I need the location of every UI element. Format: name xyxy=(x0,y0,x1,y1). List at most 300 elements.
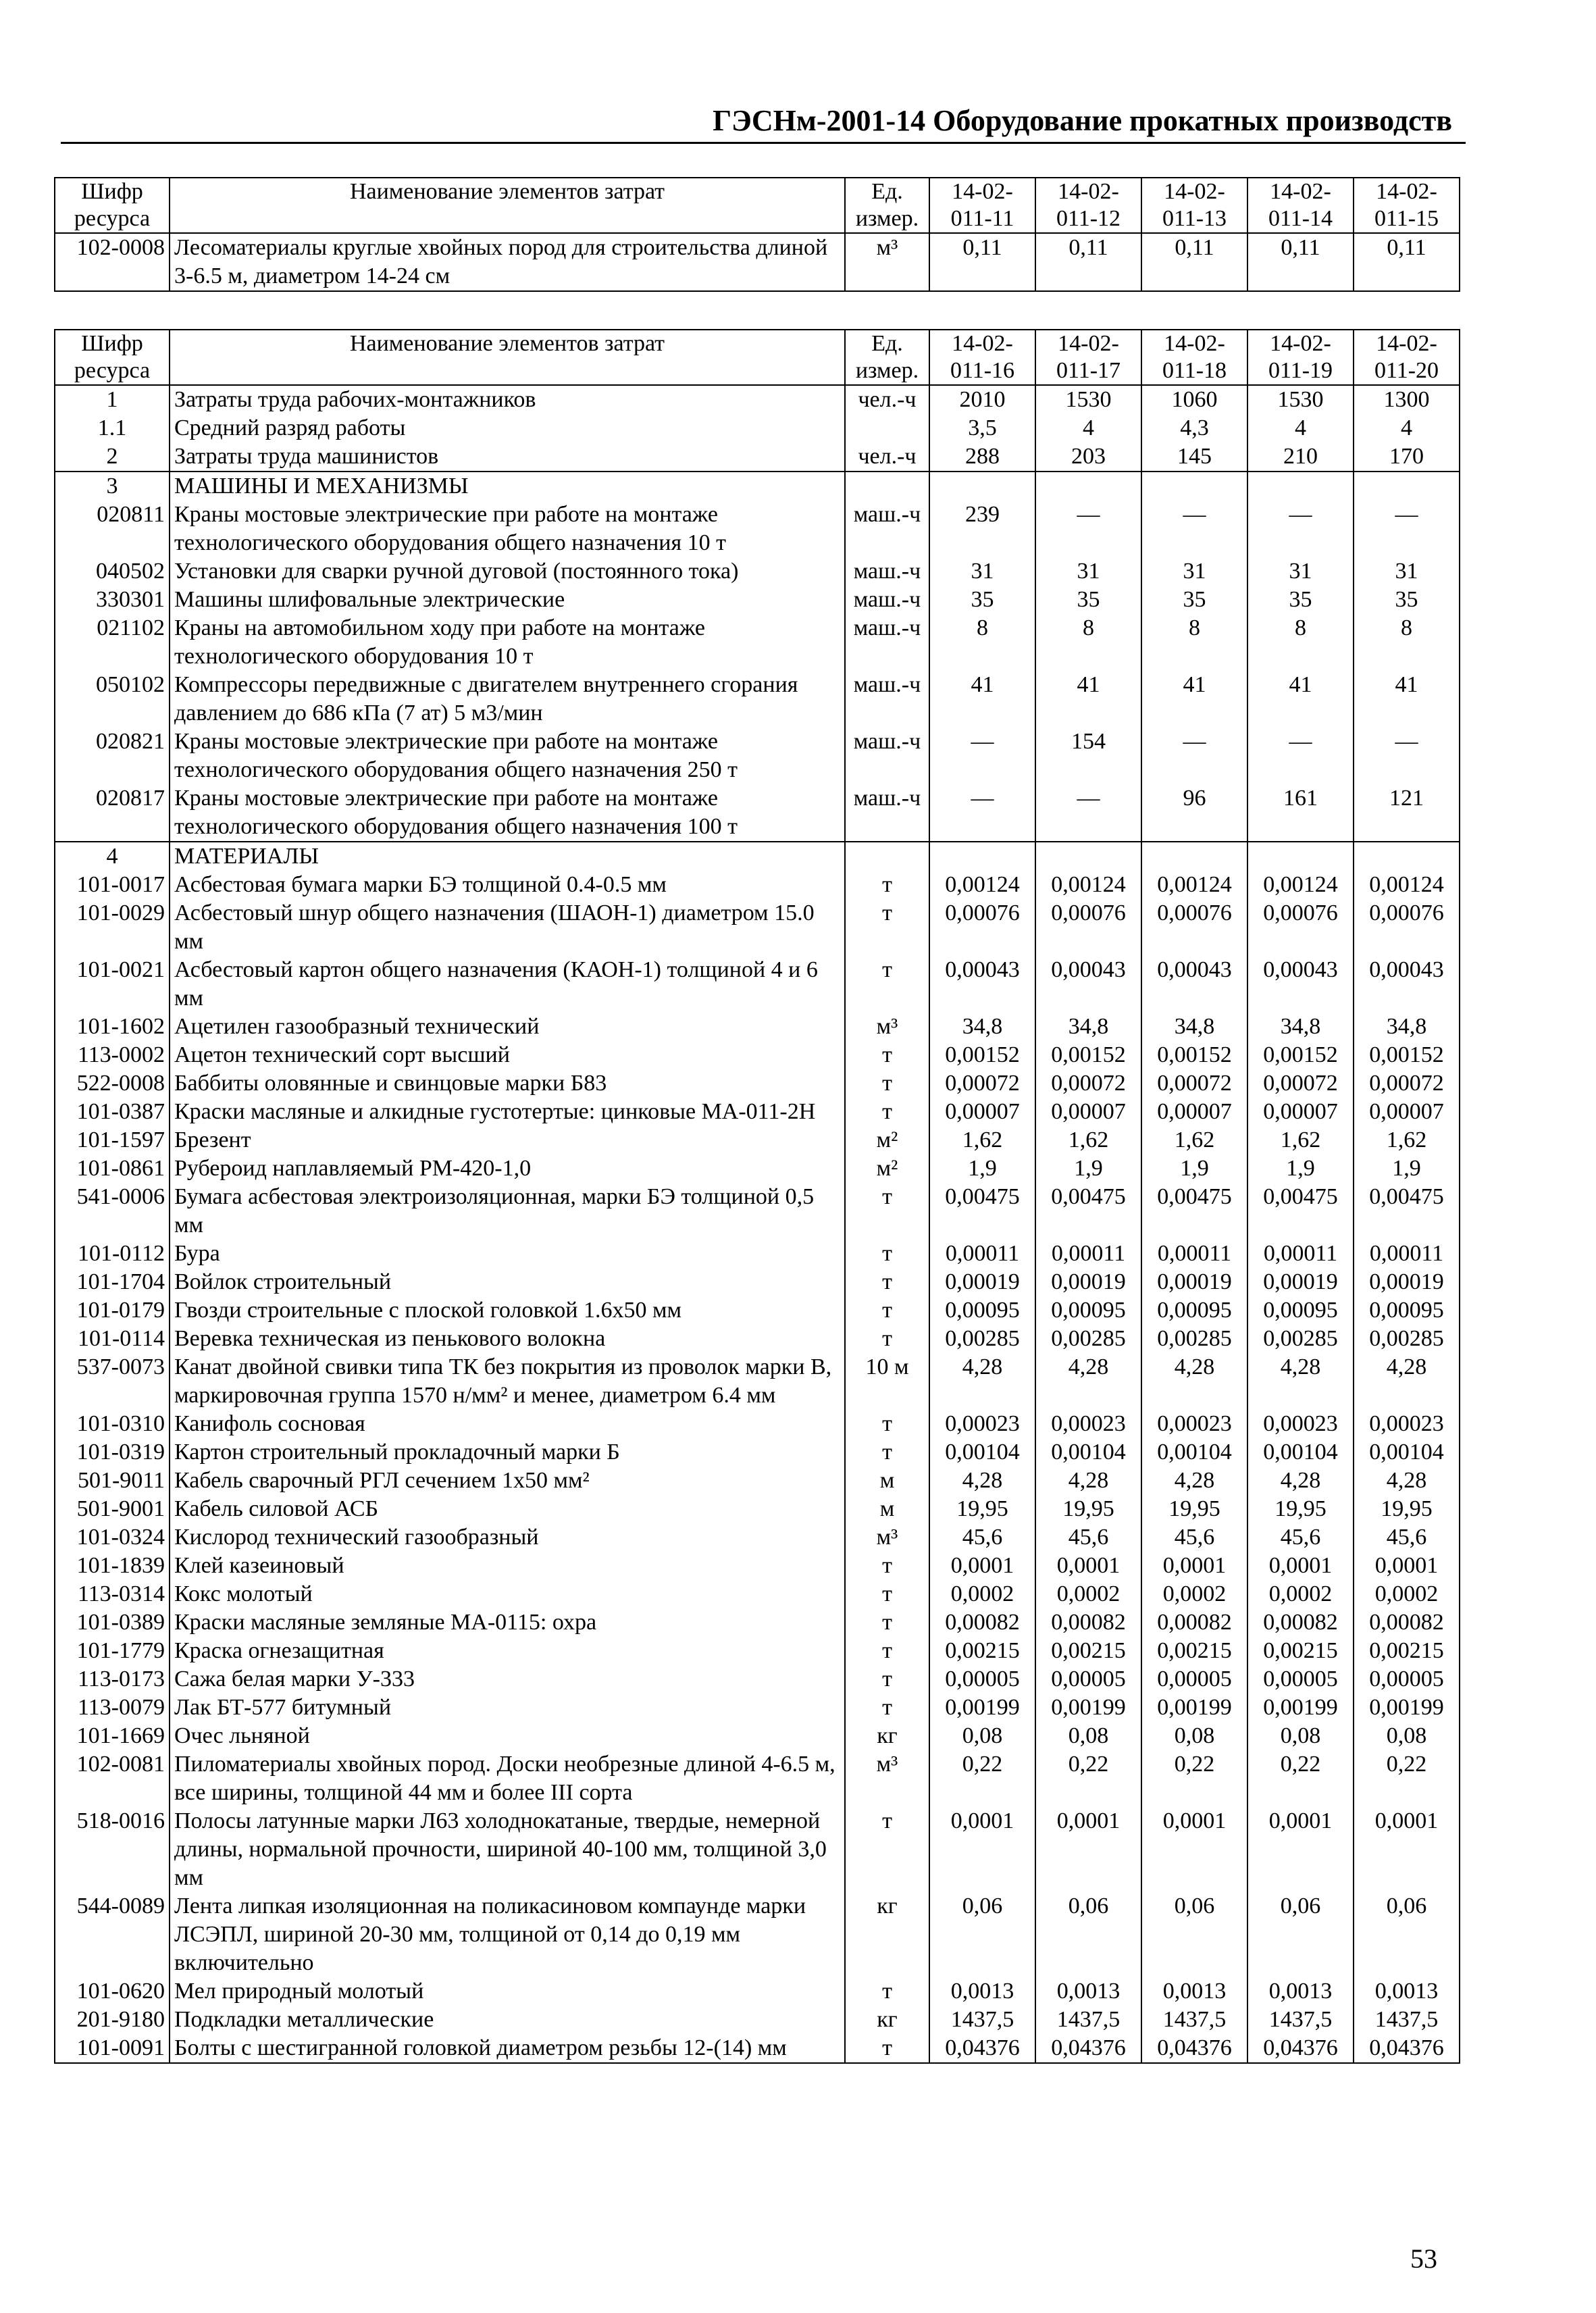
value-cell xyxy=(1035,472,1141,501)
value-cell: 2010 xyxy=(929,385,1035,414)
value-cell: 45,6 xyxy=(1354,1523,1460,1552)
header-name: Наименование элементов затрат xyxy=(170,178,845,233)
value-cell: 121 xyxy=(1354,784,1460,842)
value-cell: 0,00007 xyxy=(1035,1098,1141,1126)
value-cell: — xyxy=(1035,501,1141,557)
unit-cell: чел.-ч xyxy=(845,385,929,414)
value-cell: 0,00023 xyxy=(1247,1410,1354,1438)
value-cell: — xyxy=(1247,501,1354,557)
unit-cell xyxy=(845,472,929,501)
value-cell: 1300 xyxy=(1354,385,1460,414)
value-cell: 0,00007 xyxy=(929,1098,1035,1126)
resource-name: Канат двойной свивки типа ТК без покрытия из проволок марки В, маркировочная группа 1570 н/мм² и менее, диаметром 6.4 мм xyxy=(170,1353,845,1410)
table-row xyxy=(55,1665,1460,1694)
unit-cell: м xyxy=(845,1495,929,1523)
value-cell: 0,00095 xyxy=(1247,1296,1354,1325)
unit-cell: т xyxy=(845,871,929,899)
value-cell: 0,00019 xyxy=(1035,1268,1141,1296)
resource-code: 501-9011 xyxy=(55,1467,170,1495)
resource-code: 113-0079 xyxy=(55,1694,170,1722)
value-cell xyxy=(1035,842,1141,871)
resource-code: 020811 xyxy=(55,501,170,557)
value-cell: — xyxy=(1354,501,1460,557)
header-column: 14-02-011-17 xyxy=(1035,330,1141,385)
unit-cell: т xyxy=(845,956,929,1013)
value-cell: 0,00082 xyxy=(929,1608,1035,1637)
resource-table-1 xyxy=(54,177,1460,292)
value-cell: 0,00007 xyxy=(1141,1098,1247,1126)
value-cell: 0,00076 xyxy=(1035,899,1141,956)
value-cell: 45,6 xyxy=(1141,1523,1247,1552)
value-cell: 34,8 xyxy=(929,1013,1035,1041)
value-cell: 8 xyxy=(1141,614,1247,671)
value-cell: 4 xyxy=(1354,414,1460,442)
value-cell: 0,0001 xyxy=(1354,1807,1460,1892)
value-cell: 41 xyxy=(1354,671,1460,728)
value-cell: 0,0013 xyxy=(1247,1977,1354,2006)
value-cell: 4,28 xyxy=(1247,1353,1354,1410)
table-row xyxy=(55,2034,1460,2063)
value-cell: 161 xyxy=(1247,784,1354,842)
table-row xyxy=(55,899,1460,956)
resource-name: Машины шлифовальные электрические xyxy=(170,586,845,614)
resource-code: 102-0008 xyxy=(55,233,170,291)
resource-code: 020821 xyxy=(55,728,170,784)
unit-cell: т xyxy=(845,1098,929,1126)
resource-code: 101-0310 xyxy=(55,1410,170,1438)
value-cell: 0,00005 xyxy=(1141,1665,1247,1694)
unit-cell: маш.-ч xyxy=(845,501,929,557)
table-row xyxy=(55,1608,1460,1637)
value-cell: 0,08 xyxy=(929,1722,1035,1750)
unit-cell: м² xyxy=(845,1126,929,1154)
value-cell: — xyxy=(929,784,1035,842)
value-cell: 1060 xyxy=(1141,385,1247,414)
table-row xyxy=(55,1041,1460,1069)
header-column: 14-02-011-19 xyxy=(1247,330,1354,385)
table-row xyxy=(55,1977,1460,2006)
value-cell: 0,00095 xyxy=(1141,1296,1247,1325)
value-cell: 31 xyxy=(1141,557,1247,586)
value-cell: 1,62 xyxy=(1141,1126,1247,1154)
resource-name: Средний разряд работы xyxy=(170,414,845,442)
value-cell: 19,95 xyxy=(1247,1495,1354,1523)
value-cell: 0,00082 xyxy=(1141,1608,1247,1637)
resource-name: Мел природный молотый xyxy=(170,1977,845,2006)
value-cell xyxy=(929,842,1035,871)
value-cell: 0,00104 xyxy=(1247,1438,1354,1467)
resource-code: 101-0029 xyxy=(55,899,170,956)
value-cell: 35 xyxy=(1354,586,1460,614)
value-cell: 0,00072 xyxy=(1354,1069,1460,1098)
table-row xyxy=(55,1296,1460,1325)
value-cell: 0,00019 xyxy=(1354,1268,1460,1296)
resource-code: 101-0017 xyxy=(55,871,170,899)
resource-code: 3 xyxy=(55,472,170,501)
resource-name: Рубероид наплавляемый РМ-420-1,0 xyxy=(170,1154,845,1183)
header-name: Наименование элементов затрат xyxy=(170,330,845,385)
resource-code: 101-0324 xyxy=(55,1523,170,1552)
section-title: МАТЕРИАЛЫ xyxy=(170,842,845,871)
resource-code: 201-9180 xyxy=(55,2006,170,2034)
value-cell: 0,00475 xyxy=(1354,1183,1460,1240)
header-unit: Ед. измер. xyxy=(845,178,929,233)
value-cell xyxy=(929,472,1035,501)
unit-cell: т xyxy=(845,1268,929,1296)
resource-name: Кокс молотый xyxy=(170,1580,845,1608)
value-cell: 145 xyxy=(1141,442,1247,472)
resource-code: 501-9001 xyxy=(55,1495,170,1523)
value-cell: 0,00076 xyxy=(1247,899,1354,956)
value-cell: — xyxy=(1141,728,1247,784)
value-cell: 0,22 xyxy=(1141,1750,1247,1807)
value-cell: 0,11 xyxy=(1141,233,1247,291)
value-cell: 1437,5 xyxy=(1354,2006,1460,2034)
value-cell: 0,00023 xyxy=(1354,1410,1460,1438)
unit-cell: маш.-ч xyxy=(845,557,929,586)
value-cell: 1,9 xyxy=(1354,1154,1460,1183)
value-cell: 0,0001 xyxy=(1035,1807,1141,1892)
value-cell: 0,00124 xyxy=(1035,871,1141,899)
value-cell: 0,08 xyxy=(1354,1722,1460,1750)
value-cell: 1437,5 xyxy=(929,2006,1035,2034)
value-cell: 0,06 xyxy=(1354,1892,1460,1977)
unit-cell: т xyxy=(845,1608,929,1637)
value-cell: 0,00019 xyxy=(1247,1268,1354,1296)
value-cell: 4,28 xyxy=(929,1353,1035,1410)
unit-cell: т xyxy=(845,1977,929,2006)
value-cell: 0,00475 xyxy=(1247,1183,1354,1240)
header-column: 14-02-011-18 xyxy=(1141,330,1247,385)
value-cell: 0,00043 xyxy=(929,956,1035,1013)
value-cell xyxy=(1247,472,1354,501)
unit-cell: м xyxy=(845,1467,929,1495)
resource-code: 101-0021 xyxy=(55,956,170,1013)
value-cell: 0,00023 xyxy=(1141,1410,1247,1438)
table-row xyxy=(55,414,1460,442)
value-cell: 0,04376 xyxy=(1354,2034,1460,2063)
resource-name: Пиломатериалы хвойных пород. Доски необрезные длиной 4-6.5 м, все ширины, толщиной 44 мм и более III сорта xyxy=(170,1750,845,1807)
table-row xyxy=(55,1013,1460,1041)
unit-cell: маш.-ч xyxy=(845,784,929,842)
value-cell: 4 xyxy=(1247,414,1354,442)
unit-cell: кг xyxy=(845,2006,929,2034)
value-cell: 0,0001 xyxy=(1354,1552,1460,1580)
header-code: Шифр ресурса xyxy=(55,330,170,385)
resource-code: 113-0173 xyxy=(55,1665,170,1694)
section-row xyxy=(55,842,1460,871)
resource-name: Полосы латунные марки Л63 холоднокатаные, твердые, немерной длины, нормальной прочности, шириной 40-100 мм, толщиной 3,0 мм xyxy=(170,1807,845,1892)
table-row xyxy=(55,442,1460,472)
value-cell: 0,00124 xyxy=(1247,871,1354,899)
value-cell: 4,28 xyxy=(1141,1467,1247,1495)
resource-code: 113-0314 xyxy=(55,1580,170,1608)
value-cell: 0,00082 xyxy=(1035,1608,1141,1637)
value-cell: 0,0001 xyxy=(1141,1552,1247,1580)
resource-code: 113-0002 xyxy=(55,1041,170,1069)
value-cell: 4,28 xyxy=(1035,1467,1141,1495)
value-cell: 0,00011 xyxy=(929,1240,1035,1268)
table-row xyxy=(55,1438,1460,1467)
value-cell: 0,00104 xyxy=(1141,1438,1247,1467)
unit-cell: м² xyxy=(845,1154,929,1183)
unit-cell: т xyxy=(845,2034,929,2063)
value-cell: 34,8 xyxy=(1354,1013,1460,1041)
resource-code: 101-0179 xyxy=(55,1296,170,1325)
value-cell: 45,6 xyxy=(1035,1523,1141,1552)
value-cell: 239 xyxy=(929,501,1035,557)
resource-name: Бура xyxy=(170,1240,845,1268)
section-row xyxy=(55,472,1460,501)
value-cell: — xyxy=(1141,501,1247,557)
resource-name: Лесоматериалы круглые хвойных пород для строительства длиной 3-6.5 м, диаметром 14-24 см xyxy=(170,233,845,291)
unit-cell: м³ xyxy=(845,1750,929,1807)
unit-cell: т xyxy=(845,1438,929,1467)
resource-name: Болты с шестигранной головкой диаметром резьбы 12-(14) мм xyxy=(170,2034,845,2063)
resource-name: Веревка техническая из пенькового волокна xyxy=(170,1325,845,1353)
unit-cell: маш.-ч xyxy=(845,614,929,671)
value-cell: 0,00007 xyxy=(1247,1098,1354,1126)
value-cell: 41 xyxy=(929,671,1035,728)
header-code: Шифр ресурса xyxy=(55,178,170,233)
value-cell: 0,04376 xyxy=(1035,2034,1141,2063)
value-cell: 0,00005 xyxy=(1035,1665,1141,1694)
resource-code: 101-0389 xyxy=(55,1608,170,1637)
resource-name: Очес льняной xyxy=(170,1722,845,1750)
value-cell: 0,00043 xyxy=(1035,956,1141,1013)
value-cell: 41 xyxy=(1247,671,1354,728)
value-cell: 0,08 xyxy=(1035,1722,1141,1750)
value-cell: — xyxy=(1247,728,1354,784)
resource-table-2 xyxy=(54,329,1460,2064)
value-cell: 45,6 xyxy=(929,1523,1035,1552)
value-cell: 0,00011 xyxy=(1247,1240,1354,1268)
unit-cell: т xyxy=(845,1807,929,1892)
unit-cell: маш.-ч xyxy=(845,586,929,614)
value-cell: 0,00215 xyxy=(1354,1637,1460,1665)
resource-code: 101-0112 xyxy=(55,1240,170,1268)
resource-code: 518-0016 xyxy=(55,1807,170,1892)
value-cell xyxy=(1141,472,1247,501)
resource-code: 541-0006 xyxy=(55,1183,170,1240)
value-cell: 0,11 xyxy=(929,233,1035,291)
value-cell: 34,8 xyxy=(1247,1013,1354,1041)
resource-name: Краны мостовые электрические при работе на монтаже технологического оборудования общего назначения 10 т xyxy=(170,501,845,557)
value-cell xyxy=(1354,472,1460,501)
value-cell: 0,0013 xyxy=(1141,1977,1247,2006)
resource-name: Ацетилен газообразный технический xyxy=(170,1013,845,1041)
resource-name: Бумага асбестовая электроизоляционная, марки БЭ толщиной 0,5 мм xyxy=(170,1183,845,1240)
value-cell: 1437,5 xyxy=(1141,2006,1247,2034)
value-cell: 0,00152 xyxy=(929,1041,1035,1069)
value-cell: 0,0002 xyxy=(1141,1580,1247,1608)
value-cell: 4,28 xyxy=(1247,1467,1354,1495)
value-cell: 1,62 xyxy=(1035,1126,1141,1154)
table-row xyxy=(55,1126,1460,1154)
table-row xyxy=(55,1325,1460,1353)
value-cell: 0,00072 xyxy=(929,1069,1035,1098)
unit-cell: т xyxy=(845,1410,929,1438)
table-row xyxy=(55,1807,1460,1892)
value-cell: 0,00285 xyxy=(1247,1325,1354,1353)
value-cell: 0,11 xyxy=(1354,233,1460,291)
value-cell: 0,06 xyxy=(1141,1892,1247,1977)
table-row xyxy=(55,501,1460,557)
table-row xyxy=(55,1154,1460,1183)
resource-code: 040502 xyxy=(55,557,170,586)
unit-cell: м³ xyxy=(845,233,929,291)
value-cell: 0,00199 xyxy=(1247,1694,1354,1722)
value-cell: 0,00007 xyxy=(1354,1098,1460,1126)
resource-name: Картон строительный прокладочный марки Б xyxy=(170,1438,845,1467)
unit-cell: т xyxy=(845,1183,929,1240)
value-cell: 0,22 xyxy=(929,1750,1035,1807)
value-cell: 0,00104 xyxy=(1354,1438,1460,1467)
resource-code: 101-0091 xyxy=(55,2034,170,2063)
header-column: 14-02-011-16 xyxy=(929,330,1035,385)
resource-name: Компрессоры передвижные с двигателем внутреннего сгорания давлением до 686 кПа (7 ат) 5 м3/мин xyxy=(170,671,845,728)
value-cell: 0,06 xyxy=(1247,1892,1354,1977)
table-row xyxy=(55,233,1460,291)
value-cell: 210 xyxy=(1247,442,1354,472)
value-cell: 35 xyxy=(1247,586,1354,614)
value-cell: 0,22 xyxy=(1035,1750,1141,1807)
resource-name: Сажа белая марки У-333 xyxy=(170,1665,845,1694)
value-cell: 288 xyxy=(929,442,1035,472)
value-cell: 0,06 xyxy=(929,1892,1035,1977)
value-cell: 0,22 xyxy=(1354,1750,1460,1807)
value-cell: 0,11 xyxy=(1247,233,1354,291)
value-cell: 0,00076 xyxy=(1141,899,1247,956)
value-cell: 0,0001 xyxy=(1035,1552,1141,1580)
value-cell: 1530 xyxy=(1247,385,1354,414)
value-cell: 0,00285 xyxy=(929,1325,1035,1353)
table-row xyxy=(55,614,1460,671)
header-column: 14-02-011-12 xyxy=(1035,178,1141,233)
unit-cell: т xyxy=(845,1694,929,1722)
resource-name: Краски масляные и алкидные густотертые: цинковые МА-011-2Н xyxy=(170,1098,845,1126)
resource-name: Баббиты оловянные и свинцовые марки Б83 xyxy=(170,1069,845,1098)
value-cell: 8 xyxy=(1035,614,1141,671)
value-cell: 4,28 xyxy=(1354,1353,1460,1410)
header-column: 14-02-011-15 xyxy=(1354,178,1460,233)
resource-code: 050102 xyxy=(55,671,170,728)
value-cell: 0,04376 xyxy=(1141,2034,1247,2063)
table-row xyxy=(55,1694,1460,1722)
resource-code: 4 xyxy=(55,842,170,871)
value-cell: 19,95 xyxy=(1354,1495,1460,1523)
value-cell: 41 xyxy=(1141,671,1247,728)
resource-code: 101-0387 xyxy=(55,1098,170,1126)
value-cell: 1,9 xyxy=(1035,1154,1141,1183)
resource-code: 101-1669 xyxy=(55,1722,170,1750)
value-cell: 8 xyxy=(1247,614,1354,671)
resource-name: Войлок строительный xyxy=(170,1268,845,1296)
value-cell: 0,0013 xyxy=(1354,1977,1460,2006)
value-cell: 0,00043 xyxy=(1141,956,1247,1013)
table-row xyxy=(55,671,1460,728)
unit-cell: т xyxy=(845,1069,929,1098)
value-cell: — xyxy=(1035,784,1141,842)
value-cell: 0,00104 xyxy=(929,1438,1035,1467)
resource-name: Кабель сварочный РГЛ сечением 1х50 мм² xyxy=(170,1467,845,1495)
table-row xyxy=(55,2006,1460,2034)
resource-name: Затраты труда машинистов xyxy=(170,442,845,472)
table-row xyxy=(55,1353,1460,1410)
value-cell xyxy=(1247,842,1354,871)
value-cell: 0,00199 xyxy=(929,1694,1035,1722)
value-cell: 4,3 xyxy=(1141,414,1247,442)
value-cell: 0,00072 xyxy=(1141,1069,1247,1098)
value-cell: 0,08 xyxy=(1247,1722,1354,1750)
resource-code: 522-0008 xyxy=(55,1069,170,1098)
value-cell: 0,00124 xyxy=(1354,871,1460,899)
value-cell: 31 xyxy=(1247,557,1354,586)
unit-cell: маш.-ч xyxy=(845,728,929,784)
value-cell: 0,00095 xyxy=(1354,1296,1460,1325)
value-cell: 0,06 xyxy=(1035,1892,1141,1977)
resource-code: 101-1704 xyxy=(55,1268,170,1296)
table-row xyxy=(55,1410,1460,1438)
resource-code: 101-1779 xyxy=(55,1637,170,1665)
unit-cell: т xyxy=(845,1240,929,1268)
value-cell: 170 xyxy=(1354,442,1460,472)
table-row xyxy=(55,1183,1460,1240)
value-cell: 1,9 xyxy=(1141,1154,1247,1183)
header-column: 14-02-011-11 xyxy=(929,178,1035,233)
value-cell: 0,0001 xyxy=(1247,1807,1354,1892)
unit-cell: т xyxy=(845,1665,929,1694)
resource-code: 537-0073 xyxy=(55,1353,170,1410)
value-cell: 19,95 xyxy=(929,1495,1035,1523)
resource-name: Краски масляные земляные МА-0115: охра xyxy=(170,1608,845,1637)
value-cell: 0,00019 xyxy=(1141,1268,1247,1296)
table-row xyxy=(55,1069,1460,1098)
value-cell: 0,0002 xyxy=(1354,1580,1460,1608)
resource-name: Брезент xyxy=(170,1126,845,1154)
table-row xyxy=(55,871,1460,899)
unit-cell: т xyxy=(845,1325,929,1353)
resource-name: Лак БТ-577 битумный xyxy=(170,1694,845,1722)
unit-cell: чел.-ч xyxy=(845,442,929,472)
value-cell: 0,0013 xyxy=(1035,1977,1141,2006)
value-cell: 35 xyxy=(929,586,1035,614)
resource-name: Лента липкая изоляционная на поликасиновом компаунде марки ЛСЭПЛ, шириной 20-30 мм, толщиной от 0,14 до 0,19 мм включительно xyxy=(170,1892,845,1977)
value-cell: 34,8 xyxy=(1035,1013,1141,1041)
value-cell: 0,00124 xyxy=(929,871,1035,899)
value-cell: 0,00285 xyxy=(1354,1325,1460,1353)
value-cell: 0,00011 xyxy=(1035,1240,1141,1268)
value-cell: 0,00215 xyxy=(1141,1637,1247,1665)
value-cell: 1437,5 xyxy=(1035,2006,1141,2034)
table-row xyxy=(55,1892,1460,1977)
value-cell xyxy=(1141,842,1247,871)
table-row xyxy=(55,1467,1460,1495)
unit-cell: 10 м xyxy=(845,1353,929,1410)
unit-cell: т xyxy=(845,1041,929,1069)
resource-name: Кабель силовой АСБ xyxy=(170,1495,845,1523)
value-cell: 0,00152 xyxy=(1247,1041,1354,1069)
unit-cell: м³ xyxy=(845,1013,929,1041)
resource-code: 2 xyxy=(55,442,170,472)
value-cell: 0,00043 xyxy=(1354,956,1460,1013)
resource-name: Установки для сварки ручной дуговой (постоянного тока) xyxy=(170,557,845,586)
value-cell: 0,00152 xyxy=(1354,1041,1460,1069)
resource-name: Асбестовый шнур общего назначения (ШАОН-1) диаметром 15.0 мм xyxy=(170,899,845,956)
table-row xyxy=(55,1098,1460,1126)
resource-code: 101-0114 xyxy=(55,1325,170,1353)
value-cell: 154 xyxy=(1035,728,1141,784)
